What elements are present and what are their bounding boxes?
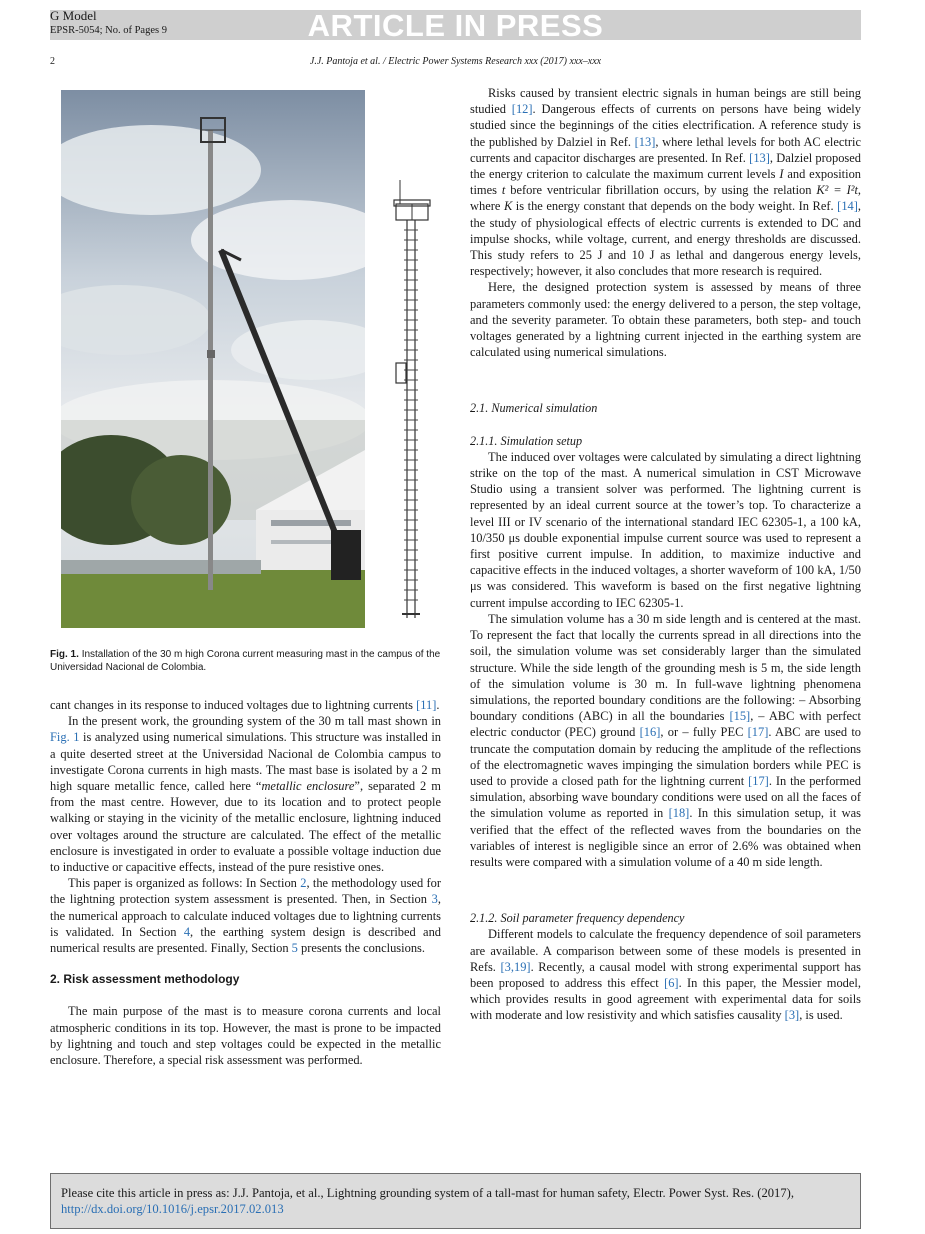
article-in-press-banner: [50, 8, 861, 43]
mast-drawing: [388, 178, 448, 624]
section-link[interactable]: 4: [183, 924, 191, 939]
section-link[interactable]: 5: [291, 941, 298, 956]
citation-link[interactable]: [11]: [416, 698, 437, 712]
citation-link[interactable]: [15]: [729, 709, 751, 724]
section-heading: 2. Risk assessment methodology: [50, 972, 240, 987]
article-code: EPSR-5054;: [50, 25, 103, 36]
paragraph: Different models to calculate the frequency dependence of soil parameters are available. A comparison between some of these models is presented in Refs. [3,19]. Recently, a causal model with strong experimental support has been proposed to address this effect [6]. In this paper, the Messier model, which provides results in good agreement with experimental data for soils with moderate and low resistivity and which satisfies causality [3], is used.: [470, 927, 861, 1023]
page-number: 2: [50, 56, 55, 67]
journal-line: J.J. Pantoja et al. / Electric Power Systems Research xxx (2017) xxx–xxx: [309, 56, 602, 67]
citation-link[interactable]: [17]: [747, 725, 769, 740]
paragraph: The simulation volume has a 30 m side length and is centered at the mast. To represent the fact that locally the currents spread in all directions into the soil, the simulation volume was set considerably larger than the simulated structure. While the side length of the grounding mesh is 5 m, the side length of the simulation volume is 30 m. In full-wave lightning phenomena simulations, the reported boundary conditions are the following: – Absorbing boundary conditions (ABC) in all the boundaries [15], – ABC with perfect electric conductor (PEC) ground [16], or – fully PEC [17]. ABC are used to truncate the computation domain by reducing the amplitude of the reflections of the electromagnetic waves impinging the simulation borders while PEC is used to provide a closed path for the lightning current [17]. In the performed simulation, absorbing wave boundary conditions were used on all the faces of the simulation volume as reported in [18]. In this simulation setup, it was verified that the effect of the reflected waves from the boundaries on the variables of interest is negligible since an error of 2.6% was obtained when results were compared with a simulation volume of a 40 m side length.: [470, 611, 862, 869]
paragraph: cant changes in its response to induced voltages due to lightning currents [11].: [50, 698, 440, 712]
page-count: No. of Pages 9: [105, 25, 167, 36]
citation-link[interactable]: [12]: [511, 102, 533, 117]
caption-label: Fig. 1.: [50, 649, 79, 660]
doi-link[interactable]: http://dx.doi.org/10.1016/j.epsr.2017.02.013: [61, 1202, 284, 1216]
citation-link[interactable]: [16]: [639, 725, 661, 740]
caption-text: Installation of the 30 m high Corona current measuring mast in the campus of the Universidad Nacional de Colombia.: [50, 649, 441, 673]
left-column: [50, 697, 441, 1068]
citation-box: [50, 1173, 861, 1229]
manuscript-code: [50, 23, 167, 38]
figure-caption: [50, 648, 442, 674]
figure-link[interactable]: Fig. 1: [50, 730, 80, 745]
citation-link[interactable]: [3,19]: [500, 959, 531, 974]
paragraph: The main purpose of the mast is to measure corona currents and local atmospheric conditions in its top. However, the mast is prone to be impacted by lightning and touch and step voltages could be expected in the metallic enclosure. Therefore, a special risk assessment was performed.: [50, 1004, 441, 1068]
paragraph: In the present work, the grounding system of the 30 m tall mast shown in Fig. 1 is analyzed using numerical simulations. This structure was installed in a quite deserted street at the Universidad Nacional de Colombia campus to investigate Corona currents in high masts. The mast base is isolated by a 2 m high square metallic fence, called here “metallic enclosure”, separated 2 m from the mast centre. However, due to its location and to protect people walking or staying in the vicinity of the metallic enclosure, lightning induced over voltages around the structure are calculated. The effect of the metallic enclosure is investigated in order to evaluate a possible voltage induction due to inductive or capacitive effects, instead of the pure resistive ones.: [50, 714, 442, 875]
citation-text: Please cite this article in press as: J.J. Pantoja, et al., Lightning grounding system of a tall-mast for human safety, Electr. Power Syst. Res. (2017), http://dx.doi.org/10.1016/j.epsr.2017.02.013: [61, 1186, 794, 1216]
model-label: G Model: [50, 8, 97, 23]
citation-link[interactable]: [3]: [784, 1008, 800, 1023]
citation-link[interactable]: [14]: [837, 199, 858, 214]
subsection-heading: 2.1. Numerical simulation: [470, 401, 598, 416]
figure-photo: [61, 90, 365, 628]
right-column: [470, 85, 861, 1024]
header-meta: [50, 8, 167, 38]
citation-link[interactable]: [18]: [668, 806, 690, 821]
paragraph: This paper is organized as follows: In Section 2, the methodology used for the lightning protection system assessment is presented. Then, in Section 3, the numerical approach to calculate induced voltages due to lightning currents is validated. In Section 4, the earthing system design is described and numerical results are presented. Finally, Section 5 presents the conclusions.: [50, 876, 442, 956]
citation-link[interactable]: [17]: [748, 773, 769, 788]
paragraph: Here, the designed protection system is assessed by means of three parameters commonly used: the energy delivered to a person, the step voltage, and the severity parameter. To obtain these parameters, both step- and touch voltages generated by a lightning current injected in the earthing system are calculated using numerical simulations.: [470, 280, 861, 360]
subsubsection-heading: 2.1.1. Simulation setup: [470, 433, 583, 448]
citation-link[interactable]: [6]: [664, 975, 679, 990]
citation-link[interactable]: [13]: [749, 150, 770, 165]
section-link[interactable]: 3: [431, 892, 438, 907]
subsubsection-heading: 2.1.2. Soil parameter frequency dependency: [470, 911, 685, 926]
paragraph: The induced over voltages were calculated by simulating a direct lightning strike on the top of the mast. A numerical simulation in CST Microwave Studio using a transient solver was performed. The lightning current is represented by an ideal current source at the tower’s top. To characterize a level III or IV scenario of the international standard IEC 62305-1, a 100 kA, 10/350 μs double exponential impulse current source was used to represent a first positive current impulse. In addition, to maximize inductive and capacitive effects in the induced voltages, a shorter waveform of 100 kA, 1/50 μs was considered. This waveform is based on the first negative lightning current impulse according to IEC 62305-1.: [470, 449, 861, 610]
paragraph: Risks caused by transient electric signals in human beings are still being studied [12]. Dangerous effects of currents on persons have being widely studied since the beginnings of the cities electrification. A reference study is the published by Dalziel in Ref. [13], where lethal levels for both AC electric currents and capacitor discharges are presented. In Ref. [13], Dalziel proposed the energy criterion to calculate the maximum current levels I and exposition times t before ventricular fibrillation occurs, by using the relation K² = I²t, where K is the energy constant that depends on the body weight. In Ref. [14], the study of physiological effects of electric currents is extended to DC and impulse shocks, while voltage, current, and energy thresholds are discussed. This study refers to 25 J and 10 J as lethal and dangerous energy levels, respectively; however, it also concludes that more research is required.: [470, 86, 862, 279]
citation-link[interactable]: [13]: [634, 134, 656, 149]
section-link[interactable]: 2: [300, 876, 307, 891]
banner-text: ARTICLE IN PRESS: [307, 8, 604, 43]
